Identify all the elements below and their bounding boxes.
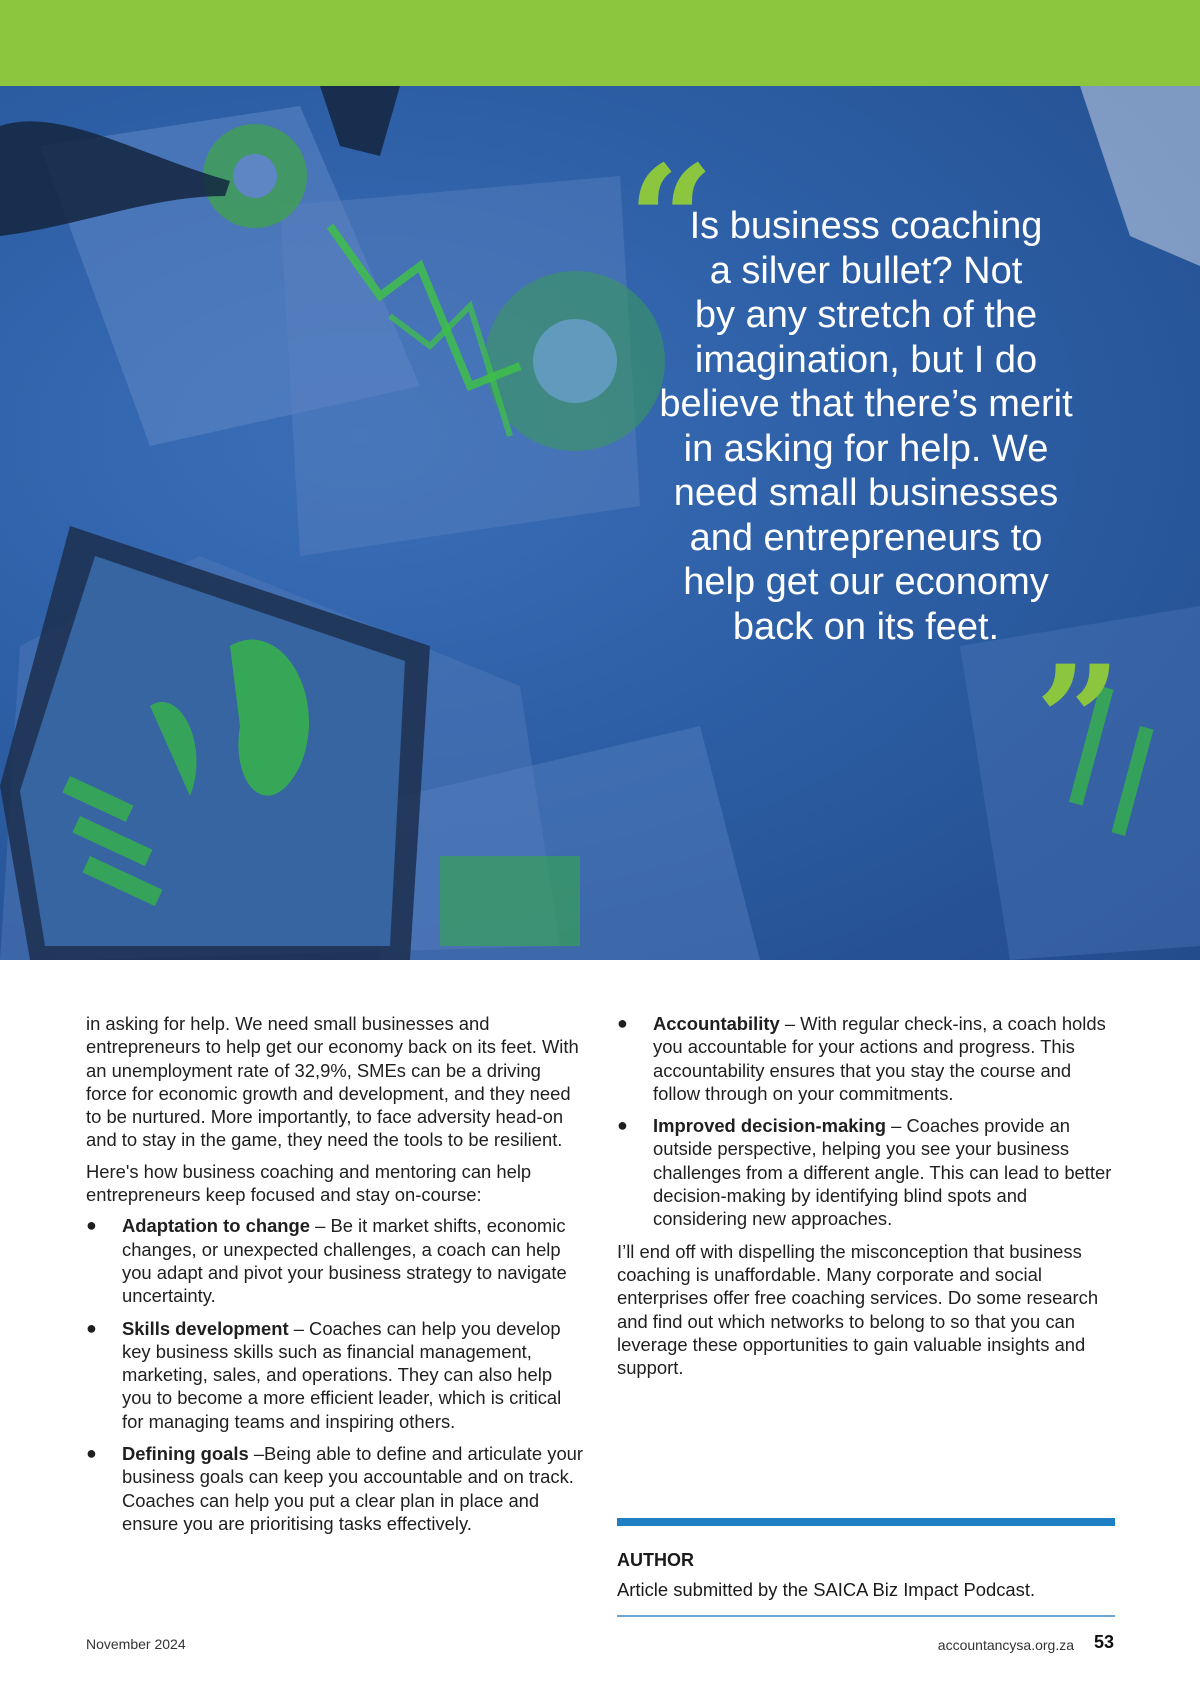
bullet-icon: ● [617,1115,628,1136]
pull-quote-line: and entrepreneurs to [689,516,1043,559]
pull-quote-line: help get our economy [683,561,1049,603]
list-item [617,1012,1117,1105]
pull-quote [636,204,1096,649]
body-paragraph: in asking for help. We need small businesses and entrepreneurs to help get our economy back on its feet. With an unemployment rate of 32,9%, SMEs can be a driving force for economic growth and development, and they need to be nurtured. More importantly, to face adversity head-on and to stay in the game, they need the tools to be resilient. [86,1013,579,1151]
bullet-list [617,1012,1117,1231]
bullet-icon: ● [86,1317,97,1338]
bullet-icon: ● [86,1443,97,1464]
hero-image [0,86,1200,960]
bullet-icon: ● [617,1013,628,1033]
list-item-title: Accountability [653,1013,780,1034]
list-item [86,1214,586,1307]
author-bottom-rule [617,1615,1115,1617]
pull-quote-line: Is business coaching [689,205,1043,247]
footer-url-link[interactable]: accountancysa.org.za [937,1637,1074,1653]
right-column [617,1012,1117,1387]
list-item-text: – Coaches can help you develop key business skills such as financial management, marketing, sales, and operations. They can also help you to become a more efficient leader, which is critical for managing teams and inspiring others. [122,1317,562,1432]
list-item-text: – With regular check-ins, a coach holds you accountable for your actions and progress. This accountability ensures that you stay the course and follow through on your commitments. [653,1013,1106,1104]
list-item [617,1114,1117,1230]
pull-quote-line: believe that there’s merit [659,383,1073,425]
pull-quote-line: in asking for help. We [683,427,1049,470]
list-item-title: Defining goals [122,1443,249,1465]
body-paragraph: I’ll end off with dispelling the misconception that business coaching is unaffordable. Many corporate and social enterprises offer free coaching services. Do some research and find out which networks to belong to so that you can leverage these opportunities to gain valuable insights and support. [617,1240,1099,1379]
pull-quote-line: a silver bullet? Not [709,249,1023,292]
pull-quote-line: need small businesses [673,472,1059,514]
pull-quote-line: imagination, but I do [694,338,1038,381]
list-item-text: – Be it market shifts, economic changes, or unexpected challenges, a coach can help you adapt and pivot your business strategy to navigate uncertainty. [122,1215,567,1307]
bullet-list [86,1214,586,1535]
author-credit: Article submitted by the SAICA Biz Impact Podcast. [617,1579,1036,1600]
open-quote-mark: “ [628,133,715,309]
list-item [86,1317,586,1433]
page-number: 53 [1094,1632,1115,1652]
close-quote-mark: ” [1035,633,1122,809]
pull-quote-line: back on its feet. [732,605,1000,648]
list-item [86,1442,586,1535]
author-label: AUTHOR [617,1550,694,1570]
footer-date: November 2024 [86,1636,186,1652]
list-item-title: Skills development [122,1317,289,1339]
list-item-title: Adaptation to change [122,1215,310,1237]
left-column [86,1012,586,1544]
bullet-icon: ● [86,1215,97,1236]
author-box [617,1518,1115,1617]
list-item-text: – Coaches provide an outside perspective, helping you see your business challenges from a different angle. This can lead to better decision-making by identifying blind spots and considering new approaches. [653,1115,1112,1230]
list-item-text: –Being able to define and articulate your business goals can keep you accountable and on track. Coaches can help you put a clear plan in place and ensure you are prioritising tasks effectively. [122,1443,584,1534]
top-green-band [0,0,1200,86]
list-item-title: Improved decision-making [653,1115,886,1137]
body-paragraph: Here's how business coaching and mentoring can help entrepreneurs keep focused and stay on-course: [86,1160,532,1206]
author-top-rule [617,1518,1115,1526]
pull-quote-line: by any stretch of the [694,294,1038,336]
